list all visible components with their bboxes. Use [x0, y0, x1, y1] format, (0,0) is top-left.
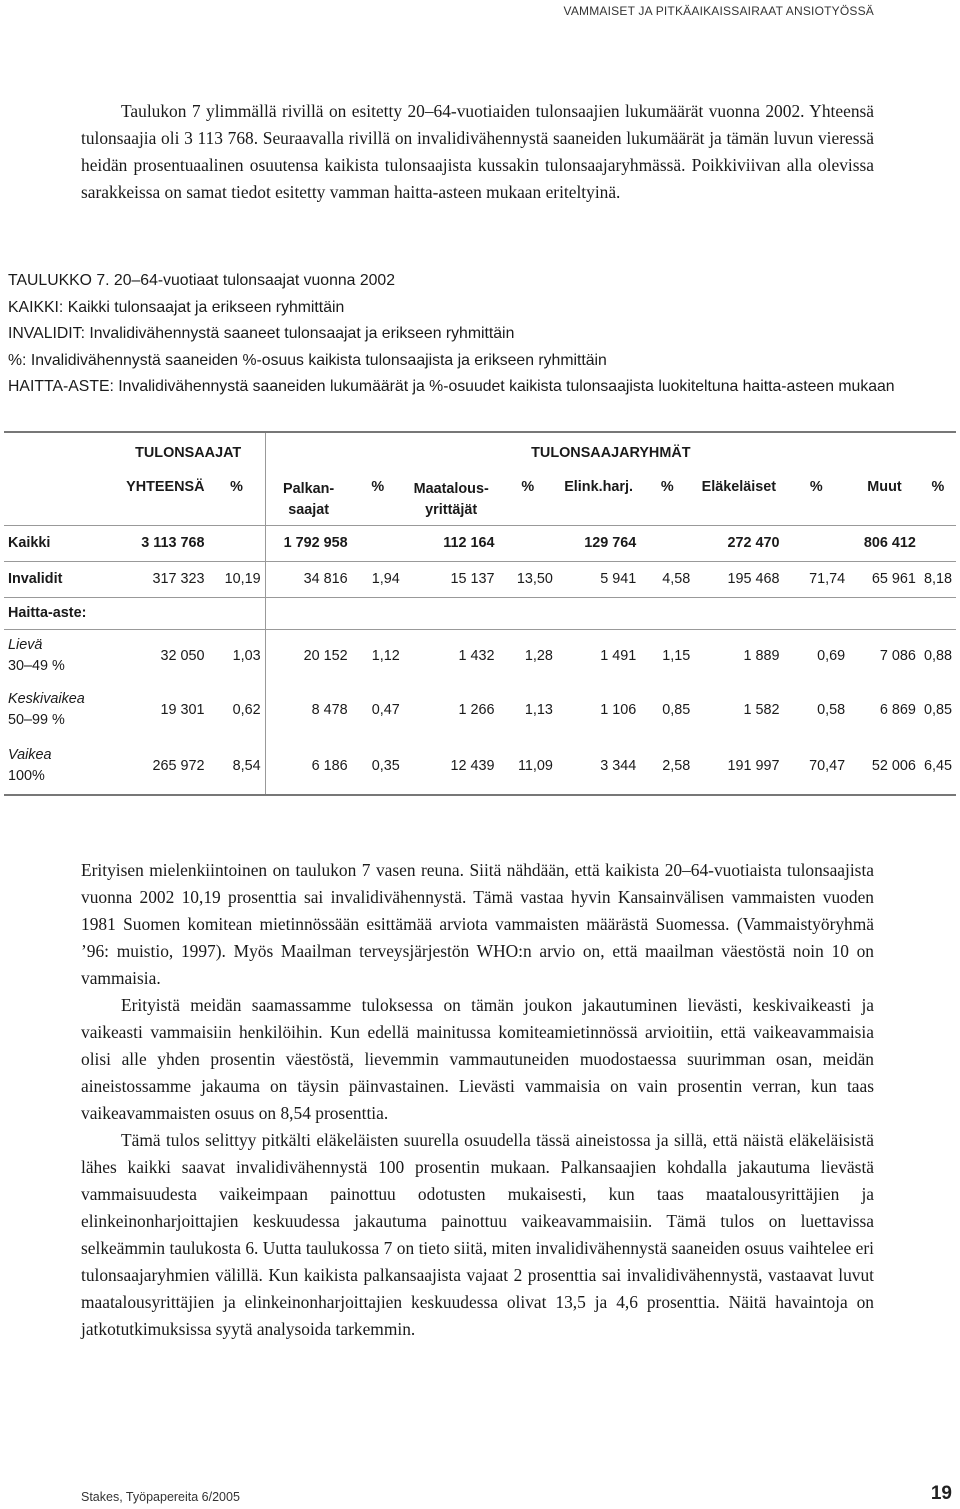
col-header-pct: %	[660, 479, 674, 495]
row-label: Keskivaikea 50–99 %	[8, 691, 85, 728]
table-row-vaikea	[4, 737, 956, 795]
empty-cell	[920, 525, 956, 561]
cell-pct: 1,15	[640, 629, 694, 683]
intro-paragraph: Taulukon 7 ylimmällä rivillä on esitetty 20–64-vuotiaiden tulonsaajien lukumäärät vuonna 2002. Yhteensä tulonsaajia oli 3 113 768. Seuraavalla rivillä on invalidivähennystä saaneiden lukumäärät ja tämän luvun vieressä heidän prosentuaalinen osuutensa kaikista tulonsaajista kussakin tulonsaajaryhmässä. Poikkiviivan alla olevissa sarakkeissa on samat tiedot esitetty vamman haitta-asteen mukaan eriteltyinä.	[81, 101, 874, 202]
col-header-muut: Muut	[867, 479, 902, 495]
col-header-pct: %	[521, 479, 535, 495]
cell-value: 265 972	[112, 737, 209, 795]
table-column-header	[4, 473, 956, 525]
group-tulonsaajaryhmat: TULONSAAJARYHMÄT	[265, 432, 956, 473]
cell-value: 1 432	[404, 629, 499, 683]
caption-title: TAULUKKO 7. 20–64-vuotiaat tulonsaajat vuonna 2002	[8, 272, 395, 289]
cell-value: 272 470	[694, 525, 783, 561]
cell-value: 1 106	[600, 702, 637, 718]
row-label: Lievä 30–49 %	[4, 629, 112, 683]
caption-haitta-aste: HAITTA-ASTE: Invalidivähennystä saaneiden lukumäärät ja %-osuudet kaikista tulonsaajista luokiteltuna haitta-asteen mukaan	[8, 378, 895, 395]
cell-value: 1 889	[694, 629, 783, 683]
cell-value: 6 869	[879, 702, 916, 718]
col-header-pct: %	[809, 479, 823, 495]
col-header-elinkeinonharjoittajat: Elink.harj.	[564, 479, 633, 495]
cell-value: 32 050	[112, 629, 209, 683]
table-row-invalidit	[4, 561, 956, 597]
cell-value: 7 086	[849, 629, 920, 683]
table-group-header	[4, 432, 956, 473]
cell-value: 8 478	[311, 702, 348, 718]
table-row-kaikki	[4, 525, 956, 561]
cell-pct: 13,50	[499, 561, 557, 597]
row-label: Vaikea 100%	[4, 737, 112, 795]
cell-pct: 6,45	[920, 737, 956, 795]
cell-value: 191 997	[694, 737, 783, 795]
row-label: Haitta-aste:	[4, 597, 112, 629]
body-text	[81, 857, 874, 1343]
cell-pct: 71,74	[783, 561, 849, 597]
table-row-lieva	[4, 629, 956, 683]
cell-pct: 0,69	[783, 629, 849, 683]
caption-percent: %: Invalidivähennystä saaneiden %-osuus kaikista tulonsaajista ja erikseen ryhmittäin	[8, 351, 607, 369]
empty-cell	[640, 525, 694, 561]
cell-pct: 1,03	[209, 629, 266, 683]
col-header-pct: %	[371, 479, 385, 495]
cell-value: 3 113 768	[112, 525, 209, 561]
cell-pct: 0,62	[209, 683, 266, 737]
cell-value: 129 764	[557, 525, 640, 561]
cell-value: 317 323	[112, 561, 209, 597]
cell-value: 806 412	[849, 525, 920, 561]
caption-invalidit: INVALIDIT: Invalidivähennystä saaneet tulonsaajat ja erikseen ryhmittäin	[8, 325, 515, 342]
table-row-keskivaikea	[4, 683, 956, 737]
cell-value: 1 792 958	[265, 525, 351, 561]
col-header-yhteensa: YHTEENSÄ	[126, 479, 205, 495]
footer-publication: Stakes, Työpapereita 6/2005	[81, 1490, 240, 1504]
cell-pct: 8,18	[920, 561, 956, 597]
cell-pct: 11,09	[499, 737, 557, 795]
cell-pct: 8,54	[209, 737, 266, 795]
col-header-pct: %	[209, 473, 266, 525]
table-row-haitta-aste	[4, 597, 956, 629]
running-header: VAMMAISET JA PITKÄAIKAISSAIRAAT ANSIOTYÖSSÄ	[563, 4, 874, 18]
col-header-maatalousyrittajat: Maatalous- yrittäjät	[413, 481, 489, 518]
cell-value: 20 152	[265, 629, 351, 683]
group-tulonsaajat: TULONSAAJAT	[112, 432, 266, 473]
data-table	[4, 431, 956, 796]
cell-pct: 1,94	[352, 561, 404, 597]
body-paragraph: Tämä tulos selittyy pitkälti eläkeläisten suurella osuudella tässä aineistossa ja sillä, että näistä eläkeläisistä lähes kaikki saavat invalidivähennystä 100 prosentin mukaan. Palkansaajien kohdalla jakautuma lievästä vammaisuudesta vaikeimpaan painottuu odotusten mukaisesti, kun taas maatalousyrittäjien ja elinkeinonharjoittajien keskuudessa jakautuma painottuu vaikeavammaisiin. Tämä tulos on luettavissa selkeämmin taulukosta 6. Uutta taulukossa 7 on tieto siitä, miten invalidivähennystä saaneiden osuus vaihtelee eri tulonsaajaryhmien välillä. Kun kaikista palkansaajista vajaat 2 prosenttia sai invalidivähennystä, vastaavat luvut maatalousyrittäjien ja elinkeinonharjoittajien keskuudessa olivat 13,5 ja 4,6 prosenttia. Näitä havaintoja on jatkotutkimuksissa syytä analysoida tarkemmin.	[81, 1130, 874, 1339]
caption-kaikki: KAIKKI: Kaikki tulonsaajat ja erikseen ryhmittäin	[8, 298, 345, 316]
empty-cell	[209, 525, 266, 561]
cell-value: 1 582	[743, 702, 780, 718]
cell-value: 195 468	[694, 561, 783, 597]
intro-text	[81, 98, 874, 206]
empty-cell	[352, 525, 404, 561]
cell-value: 34 816	[265, 561, 351, 597]
cell-value: 3 344	[557, 737, 640, 795]
cell-value: 15 137	[404, 561, 499, 597]
col-header-elakelaiset: Eläkeläiset	[701, 479, 777, 495]
page-number: 19	[930, 1483, 952, 1504]
cell-value: 6 186	[265, 737, 351, 795]
cell-pct: 0,58	[817, 702, 846, 718]
cell-value: 52 006	[849, 737, 920, 795]
cell-pct: 70,47	[783, 737, 849, 795]
cell-value: 1 266	[458, 702, 495, 718]
cell-pct: 1,13	[524, 702, 553, 718]
body-paragraph: Erityisen mielenkiintoinen on taulukon 7 vasen reuna. Siitä nähdään, että kaikista 20–64-vuotiaista tulonsaajista vuonna 2002 10,19 prosenttia sai invalidivähennystä. Tämä vastaa hyvin Kansainvälisen vammaisten vuoden 1981 Suomen komitean mietinnössään esittämää arviota vammaisten määrästä Suomessa. (Vammaistyöryhmä ’96: muistio, 1997). Myös Maailman terveysjärjestön WHO:n arvio on, että maailman väestöstä noin 10 on vammaisia.	[81, 860, 874, 988]
cell-value: 5 941	[557, 561, 640, 597]
body-paragraph: Erityistä meidän saamassamme tuloksessa on tämän joukon jakautuminen lievästi, keskivaikeasti ja vaikeasti vammaisiin henkilöihin. Kun edellä mainitussa komiteamietinnössä arvioitiin, että vaikeavammaisia olisi alle yhden prosentin väestöstä, lievemmin vammautuneiden muodostaessa suurimman osan, meidän aineistossamme jakauma on täysin päinvastainen. Lievästi vammaisia on vain prosentin verran, kun taas vaikeavammaisten osuus on 8,54 prosenttia.	[81, 995, 874, 1123]
cell-pct: 0,47	[371, 702, 400, 718]
cell-pct: 1,28	[499, 629, 557, 683]
cell-pct: 10,19	[209, 561, 266, 597]
empty-cell	[4, 432, 112, 473]
row-label: Kaikki	[4, 525, 112, 561]
cell-value: 65 961	[849, 561, 920, 597]
cell-pct: 0,88	[920, 629, 956, 683]
cell-pct: 0,85	[662, 702, 691, 718]
cell-value: 19 301	[160, 702, 205, 718]
table-caption	[8, 268, 953, 401]
cell-pct: 1,12	[352, 629, 404, 683]
cell-pct: 2,58	[640, 737, 694, 795]
cell-pct: 0,35	[352, 737, 404, 795]
row-label: Invalidit	[4, 561, 112, 597]
empty-cell	[4, 473, 112, 525]
cell-pct: 4,58	[640, 561, 694, 597]
empty-cell	[499, 525, 557, 561]
cell-value: 12 439	[404, 737, 499, 795]
cell-value: 112 164	[404, 525, 499, 561]
col-header-pct: %	[931, 479, 945, 495]
empty-cell	[783, 525, 849, 561]
cell-pct: 0,85	[923, 702, 952, 718]
cell-value: 1 491	[557, 629, 640, 683]
col-header-palkansaajat: Palkan- saajat	[283, 481, 335, 518]
